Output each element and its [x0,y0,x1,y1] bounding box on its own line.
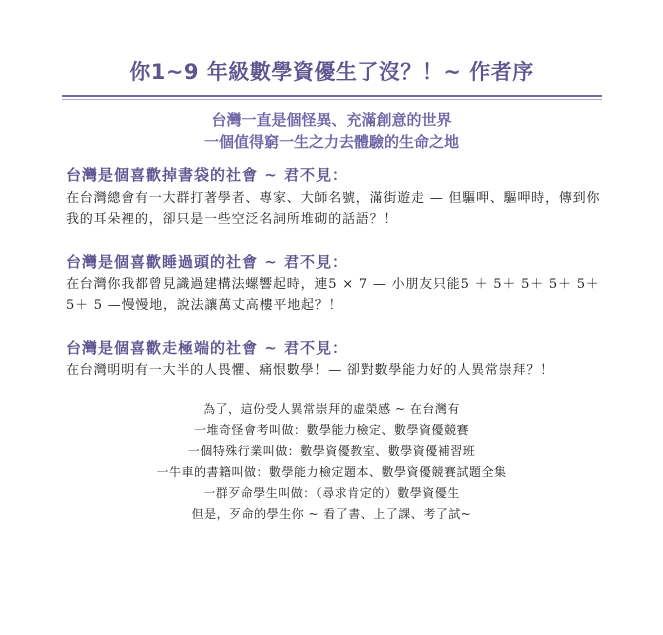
closing-line-4: 一牛車的書籍叫做：數學能力檢定題本、數學資優競賽試題全集 [156,465,507,479]
section-heading-1: 台灣是個喜歡掉書袋的社會 ~ 君不見： [66,166,349,184]
subtitle-line-2: 一個值得窮一生之力去體驗的生命之地 [203,133,459,151]
section-body-2: 在台灣你我都曾見識過建構法螺響起時，連5 × 7 — 小朋友只能5 ＋ 5＋ 5＋ 5＋ 5＋ 5＋ 5 —慢慢地，說法讓萬丈高樓平地起？！ [66,277,600,313]
section-body-3: 在台灣明明有一大半的人畏懼、痛恨數學！— 卻對數學能力好的人異常崇拜？！ [66,363,554,378]
closing-line-5: 一群歹命學生叫做：（尋求肯定的）數學資優生 [203,486,460,500]
closing-line-3: 一個特殊行業叫做：數學資優教室、數學資優補習班 [187,444,476,458]
closing-line-2: 一堆奇怪會考叫做：數學能力檢定、數學資優競賽 [193,423,469,437]
closing-verse [0,399,663,525]
section-body-1: 在台灣總會有一大群打著學者、專家、大師名號，滿街遊走 — 但驅呷、驅呷時，傳到你我的耳朵裡的，卻只是一些空泛名詞所堆砌的話語？！ [66,191,601,227]
title-divider [62,95,602,97]
page-title: 你1~9 年級數學資優生了沒？！~ 作者序 [129,60,534,84]
section-heading-2: 台灣是個喜歡睡過頭的社會 ~ 君不見： [66,253,349,271]
section-heading-3: 台灣是個喜歡走極端的社會 ~ 君不見： [66,339,349,357]
closing-line-6: 但是，歹命的學生你 ~ 看了書、上了課、考了試~ [191,507,472,521]
subtitle-line-1: 台灣一直是個怪異、充滿創意的世界 [211,111,452,129]
title-divider-thin [62,99,602,100]
closing-line-1: 為了，這份受人異常崇拜的虛榮感 ~ 在台灣有 [203,402,460,416]
